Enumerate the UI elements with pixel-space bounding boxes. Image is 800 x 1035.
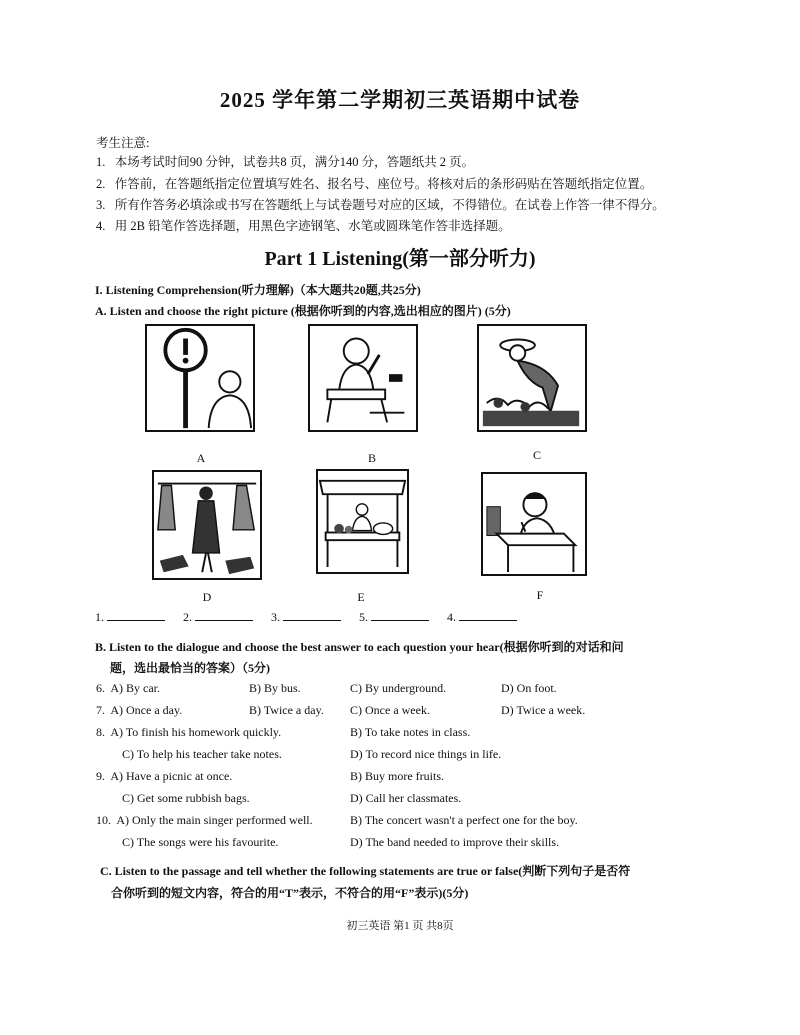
farmer-icon [479, 326, 585, 430]
section-c-heading-line1: C. Listen to the passage and tell whether the following statements are true or false(判断下列句子是否符 [100, 864, 631, 878]
notice-item-4 [96, 216, 511, 234]
option-a: A) Once a day. [110, 703, 183, 717]
picture-d [152, 470, 262, 580]
answer-blank[interactable] [283, 609, 341, 621]
notice-heading: 考生注意: [96, 136, 150, 150]
picture-label-d: D [202, 590, 212, 604]
question-7-option-d: D) Twice a week. [501, 703, 586, 717]
picture-a [145, 324, 255, 432]
question-10-num-a [96, 813, 313, 828]
picture-label-c: C [532, 448, 541, 462]
question-num: 10. [96, 813, 111, 827]
question-6-option-c: C) By underground. [350, 681, 447, 695]
question-8-num-a [96, 725, 281, 740]
blank-label: 1. [95, 610, 104, 624]
question-7-option-c: C) Once a week. [350, 703, 430, 717]
section-c-heading-line2: 合你听到的短文内容，符合的用“T”表示，不符合的用“F”表示)(5分) [111, 886, 469, 900]
exam-title: 2025 学年第二学期初三英语期中试卷 [219, 88, 581, 112]
answer-blank[interactable] [371, 609, 429, 621]
notice-num: 1. [96, 155, 106, 169]
notice-num: 2. [96, 177, 106, 191]
blank-label: 5. [359, 610, 368, 624]
picture-label-a: A [196, 451, 206, 465]
picture-e [316, 469, 409, 574]
picture-b [308, 324, 418, 432]
writing-boy-icon [483, 474, 585, 574]
option-a: A) Have a picnic at once. [110, 769, 233, 783]
question-8-option-b: B) To take notes in class. [350, 725, 471, 739]
picture-f [481, 472, 587, 576]
option-a: A) By car. [110, 681, 160, 695]
option-a: A) Only the main singer performed well. [116, 813, 313, 827]
eating-boy-icon [310, 326, 416, 430]
section-b-heading-line2: 题，选出最恰当的答案）（5分) [110, 661, 270, 675]
answer-blank[interactable] [459, 609, 517, 621]
clothes-shop-icon [154, 472, 260, 578]
question-10-option-c: C) The songs were his favourite. [122, 835, 279, 849]
section-i-heading: I. Listening Comprehension(听力理解)（本大题共20题,共25分) [95, 283, 421, 297]
warning-sign-icon [147, 326, 253, 430]
question-9-option-b: B) Buy more fruits. [350, 769, 444, 783]
blank-label: 2. [183, 610, 192, 624]
section-a-heading: A. Listen and choose the right picture (根据你听到的内容,选出相应的图片) (5分) [95, 304, 511, 318]
question-6-option-d: D) On foot. [501, 681, 557, 695]
part-title: Part 1 Listening(第一部分听力) [264, 248, 536, 270]
notice-num: 3. [96, 198, 106, 212]
question-num: 6. [96, 681, 105, 695]
notice-item-1 [96, 152, 474, 170]
question-10-option-d: D) The band needed to improve their skills. [350, 835, 560, 849]
question-8-option-c: C) To help his teacher take notes. [122, 747, 282, 761]
option-a: A) To finish his homework quickly. [110, 725, 282, 739]
picture-label-b: B [367, 451, 376, 465]
picture-c [477, 324, 587, 432]
picture-label-f: F [536, 588, 544, 602]
question-num: 8. [96, 725, 105, 739]
question-6-num-a [96, 681, 160, 696]
blank-label: 3. [271, 610, 280, 624]
question-8-option-d: D) To record nice things in life. [350, 747, 502, 761]
answer-blanks-row [95, 609, 517, 625]
notice-item-3 [96, 195, 665, 213]
notice-text: 本场考试时间90 分钟，试卷共8 页，满分140 分，答题纸共 2 页。 [114, 155, 475, 169]
notice-text: 作答前，在答题纸指定位置填写姓名、报名号、座位号。将核对后的条形码贴在答题纸指定位置。 [114, 177, 653, 191]
question-7-num-a [96, 703, 182, 718]
question-6-option-b: B) By bus. [249, 681, 301, 695]
question-10-option-b: B) The concert wasn't a perfect one for the boy. [350, 813, 578, 827]
notice-text: 所有作答务必填涂或书写在答题纸上与试卷题号对应的区域，不得错位。在试卷上作答一律不得分。 [114, 198, 665, 212]
question-9-num-a [96, 769, 232, 784]
question-7-option-b: B) Twice a day. [249, 703, 324, 717]
picture-label-e: E [357, 590, 365, 604]
notice-num: 4. [96, 219, 106, 233]
answer-blank[interactable] [107, 609, 165, 621]
notice-text: 用 2B 铅笔作答选择题，用黑色字迹钢笔、水笔或圆珠笔作答非选择题。 [114, 219, 511, 233]
question-9-option-c: C) Get some rubbish bags. [122, 791, 250, 805]
answer-blank[interactable] [195, 609, 253, 621]
page-footer: 初三英语 第1 页 共8页 [346, 920, 454, 932]
market-stall-icon [318, 471, 407, 572]
question-9-option-d: D) Call her classmates. [350, 791, 462, 805]
question-num: 7. [96, 703, 105, 717]
notice-item-2 [96, 174, 652, 192]
section-b-heading-line1: B. Listen to the dialogue and choose the best answer to each question your hear(根据你听到的对话和问 [95, 640, 624, 654]
question-num: 9. [96, 769, 105, 783]
blank-label: 4. [447, 610, 456, 624]
